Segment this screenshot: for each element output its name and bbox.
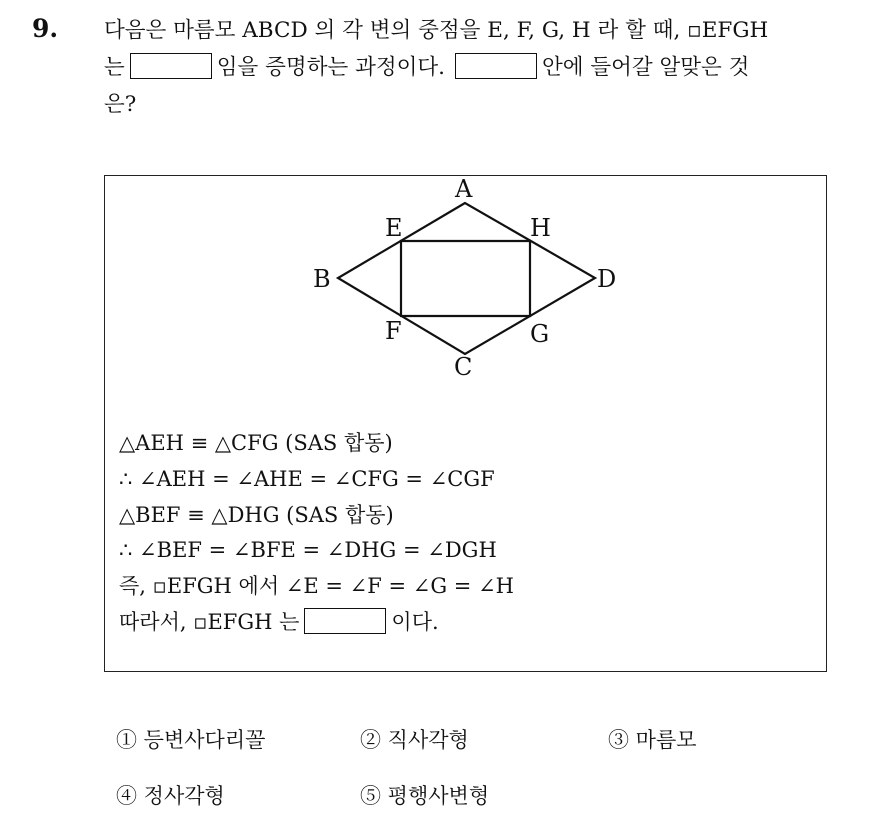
option-1[interactable]: ① 등변사다리꼴: [116, 728, 266, 752]
proof-line-4: ∴ ∠BEF = ∠BFE = ∠DHG = ∠DGH: [119, 538, 497, 563]
vertex-label-e: E: [385, 214, 403, 242]
stem-line-2-end: 안에 들어갈 알맞은 것: [541, 55, 750, 80]
quadrilateral-efgh: [401, 241, 530, 316]
option-2[interactable]: ② 직사각형: [360, 728, 469, 752]
proof-line-5: 즉, ▫EFGH 에서 ∠E = ∠F = ∠G = ∠H: [119, 574, 514, 599]
option-5[interactable]: ⑤ 평행사변형: [360, 784, 490, 808]
answer-blank-reference: [455, 53, 537, 79]
proof-box: [104, 175, 827, 672]
question-stem: [104, 12, 864, 123]
proof-answer-blank: [304, 608, 386, 634]
stem-line-2-start: 는: [104, 55, 125, 80]
option-3[interactable]: ③ 마름모: [608, 728, 697, 752]
vertex-label-d: D: [597, 265, 617, 293]
rhombus-abcd: [338, 203, 595, 354]
vertex-label-h: H: [530, 214, 551, 242]
option-4[interactable]: ④ 정사각형: [116, 784, 225, 808]
question-number: 9.: [32, 14, 59, 43]
proof-line-3: △BEF ≡ △DHG (SAS 합동): [119, 502, 394, 527]
vertex-label-b: B: [313, 265, 331, 293]
stem-line-2-middle: 임을 증명하는 과정이다.: [216, 55, 445, 80]
proof-text: [119, 426, 514, 641]
proof-line-1: △AEH ≡ △CFG (SAS 합동): [119, 431, 393, 455]
vertex-label-f: F: [385, 317, 402, 345]
rhombus-diagram: [305, 176, 665, 396]
stem-line-1: 다음은 마름모 ABCD 의 각 변의 중점을 E, F, G, H 라 할 때, ▫EFGH: [104, 18, 769, 43]
vertex-label-c: C: [454, 353, 473, 381]
proof-line-2: ∴ ∠AEH = ∠AHE = ∠CFG = ∠CGF: [119, 466, 495, 491]
proof-line-6-end: 이다.: [391, 609, 439, 634]
proof-line-6: [119, 605, 514, 641]
stem-line-2: [104, 49, 864, 86]
stem-line-3: 은?: [104, 92, 137, 117]
vertex-label-a: A: [455, 176, 473, 203]
proof-line-6-start: 따라서, ▫EFGH 는: [119, 609, 300, 634]
vertex-label-g: G: [530, 320, 550, 348]
answer-blank: [130, 53, 212, 79]
